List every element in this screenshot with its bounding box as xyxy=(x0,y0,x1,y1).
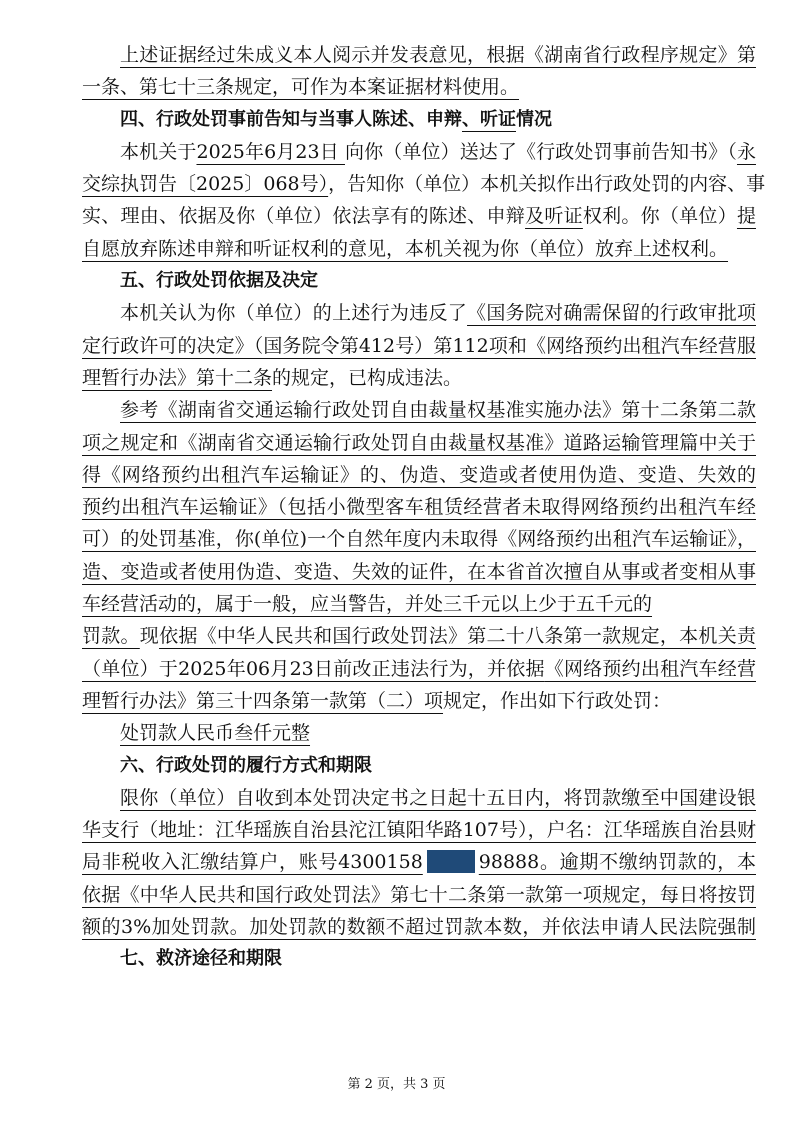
text-segment: 向你（单位）送达了《行政处罚事前告知书》（ xyxy=(344,140,737,163)
text-line xyxy=(82,39,756,71)
text-line xyxy=(82,200,756,232)
text-line xyxy=(82,653,756,685)
underlined-text: 造、变造或者使用伪造、变造、失效的证件，在本省首次擅自从事或者变相从事 xyxy=(82,560,756,583)
section-heading xyxy=(82,265,756,297)
text-line xyxy=(82,459,756,491)
text-segment: ，告知你（单位）本机关拟作出行政处罚的内容、事 xyxy=(328,173,766,196)
underlined-text: 可）的处罚基准，你(单位)一个自然年度内未取得《网络预约出租汽车运输证》， xyxy=(82,528,756,551)
underlined-text: 《网络预约出租汽车经营 xyxy=(544,657,756,680)
underlined-text: 额的3%加处罚款。加处罚款的数额不超过罚款本数，并依法申请人民法院强制 xyxy=(82,916,756,939)
underlined-text: 一条、第七十三条规定，可作为本案证据材料使用。 xyxy=(82,76,520,99)
text-line xyxy=(82,136,756,168)
text-line xyxy=(82,782,756,814)
text-segment: 的规定，已构成违法。 xyxy=(272,366,463,389)
underlined-text: 自愿放弃陈述申辩和听证权利的意见，本机关视为你（单位）放弃上述权利。 xyxy=(82,237,729,260)
underlined-text: 限你（单位）自收到本处罚决定书之日起十五日内，将罚款缴至中国建设银 xyxy=(120,786,756,809)
text-line xyxy=(82,556,756,588)
text-segment: 本机关认为你（单位）的上述行为违反了 xyxy=(120,302,468,325)
underlined-text: 交综执罚告〔2025〕068号） xyxy=(82,173,329,196)
underlined-text: 2025年6月23日 xyxy=(196,140,345,163)
underlined-text: 理暂行办法》第十二条 xyxy=(82,366,273,389)
underlined-text: 提 xyxy=(736,205,756,228)
text-line xyxy=(82,362,756,394)
text-line xyxy=(82,717,756,749)
underlined-text: 永 xyxy=(736,140,756,163)
text-line xyxy=(82,814,756,846)
underlined-text: 上述证据经过朱成义本人阅示并发表意见，根据《湖南省行政程序规定》第 xyxy=(120,44,756,66)
text-line xyxy=(82,394,756,426)
underlined-text: （单位）于2025年06月23日前改正违法行为，并依据 xyxy=(82,657,545,680)
text-segment: 实、理由、依据及你（单位）依法享有的陈述、申辩 xyxy=(82,205,526,228)
text-segment: 本机关于 xyxy=(120,140,197,163)
document-body xyxy=(82,39,766,976)
text-segment: 五、行政处罚依据及决定 xyxy=(120,270,318,292)
underlined-text: 及听证 xyxy=(525,205,583,228)
underlined-text: 《国务院对确需保留的行政审批项 xyxy=(467,302,756,325)
underlined-text: 车经营活动的，属于一般，应当警告，并处三千元以上少于五千元的 xyxy=(82,593,653,616)
underlined-text: 罚款。 xyxy=(82,625,140,648)
underlined-text: 依据《中华人民共和国行政处罚法》第七十二条第一款第一项规定，每日将按罚 xyxy=(82,883,756,906)
text-line xyxy=(82,523,756,555)
text-line xyxy=(82,491,756,523)
text-line xyxy=(82,297,756,329)
underlined-text: 局非税收入汇缴结算户，账号4300158 xyxy=(82,851,423,874)
text-line xyxy=(82,879,756,911)
underlined-text: 华支行（地址：江华瑶族自治县沱江镇阳华路107号），户名：江华瑶族自治县财 xyxy=(82,819,756,842)
section-heading xyxy=(82,104,756,136)
underlined-text: 理暂行办法》第三十四条第一款第（二）项 xyxy=(82,689,444,712)
text-line xyxy=(82,846,756,878)
redacted-account-digits xyxy=(427,850,475,873)
underlined-text: 、听证 xyxy=(462,108,516,130)
text-line xyxy=(82,620,756,652)
text-segment: 六、行政处罚的履行方式和期限 xyxy=(120,754,372,776)
text-line xyxy=(82,685,756,717)
page-number: 第 2 页，共 3 页 xyxy=(347,1077,446,1092)
text-segment: 规定，作出如下行政处罚： xyxy=(443,689,672,712)
underlined-text: 处罚款人民币叁仟元整 xyxy=(120,722,311,745)
underlined-text: 依据《中华人民共和国行政处罚法》第二十八条第一款规定，本机关责 xyxy=(159,625,756,648)
text-line xyxy=(82,588,756,620)
text-line xyxy=(82,168,766,200)
underlined-text: 98888。逾期不缴纳罚款的，本 xyxy=(478,851,756,874)
text-segment: 四、行政处罚事前告知与当事人陈述、申辩 xyxy=(120,108,462,130)
text-line xyxy=(82,71,756,103)
text-segment: 情况 xyxy=(516,108,552,130)
text-segment: 现 xyxy=(139,625,160,648)
text-line xyxy=(82,911,756,943)
text-line xyxy=(82,330,756,362)
underlined-text: 项之规定和《湖南省交通运输行政处罚自由裁量权基准》道路运输管理篇中关于 xyxy=(82,431,756,454)
underlined-text: 预约出租汽车运输证》（包括小微型客车租赁经营者未取得网络预约出租汽车经 xyxy=(82,496,756,519)
text-segment: 七、救济途径和期限 xyxy=(120,948,282,970)
text-line xyxy=(82,233,756,265)
underlined-text: 得《网络预约出租汽车运输证》的、伪造、变造或者使用伪造、变造、失效的 xyxy=(82,463,756,486)
underlined-text: 定行政许可的决定》（国务院令第412号）第112项和《网络预约出租汽车经营服 xyxy=(82,334,756,357)
section-heading xyxy=(82,750,756,782)
text-line xyxy=(82,427,756,459)
text-segment: 权利。你（单位） xyxy=(582,205,737,228)
underlined-text: 参考《湖南省交通运输行政处罚自由裁量权基准实施办法》第十二条第二款 xyxy=(120,399,756,422)
section-heading xyxy=(82,943,756,975)
